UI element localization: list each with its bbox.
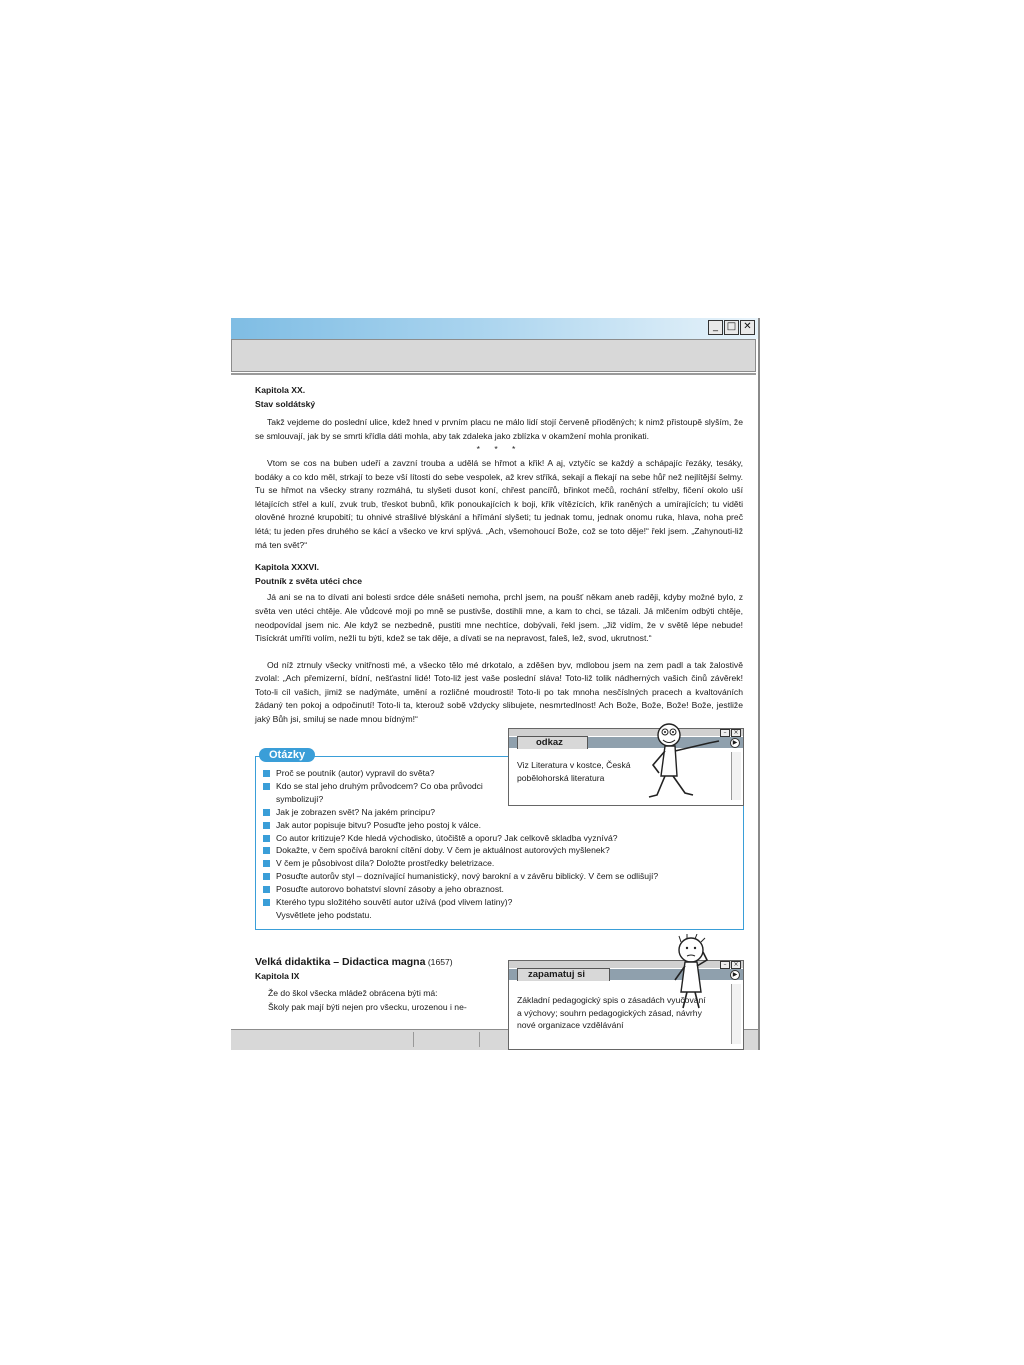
arrow-right-icon[interactable]: ▶ [730,970,740,980]
section-year: (1657) [427,957,453,967]
title-bar [231,318,758,339]
status-cell [413,1032,414,1047]
list-item: Proč se poutník (autor) vypravil do světa? [263,767,733,780]
list-item: Kterého typu složitého souvětí autor užívá (pod vlivem latiny)? Vysvětlete jeho podstatu. [263,896,536,922]
list-item: Kdo se stal jeho druhým průvodcem? Co oba průvodci symbolizují? [263,780,511,806]
minimize-icon[interactable]: – [720,729,730,737]
document-body [255,384,743,727]
minimize-icon[interactable]: – [720,961,730,969]
arrow-right-icon[interactable]: ▶ [730,738,740,748]
text-line: Že do škol všecka mládež obrácena býti má: [268,988,438,999]
odkaz-text: Viz Literatura v kostce, Česká pobělohorská literatura [517,760,631,783]
tab-zapamatuj-si[interactable]: zapamatuj si [517,968,610,981]
chapter-heading: Kapitola XXXVI. [255,562,319,573]
list-item: Jak autor popisuje bitvu? Posuďte jeho postoj k válce. [263,819,733,832]
close-icon[interactable]: ✕ [740,320,755,335]
section-divider-stars: * * * [476,444,522,455]
tab-odkaz[interactable]: odkaz [517,736,588,749]
remember-text: Základní pedagogický spis o zásadách vyučování a výchovy; souhrn pedagogických zásad, návrhy nové organizace vzdělávání [517,995,706,1030]
close-icon[interactable]: × [731,729,741,737]
toolbar [231,339,756,372]
close-icon[interactable]: × [731,961,741,969]
questions-label: Otázky [259,748,315,762]
section-didactica [255,956,500,1014]
minimize-icon[interactable]: _ [708,320,723,335]
list-item: Posuďte autorův styl – doznívající humanistický, nový barokní a v závěru biblický. V čem se odlišují? [263,870,733,883]
list-item: V čem je působivost díla? Doložte prostředky beletrizace. [263,857,733,870]
paragraph: Od níž ztrnuly všecky vnitřnosti mé, a všecko tělo mé drkotalo, a zděšen byv, mdlobou jsem na zem padl a tak žalostivě zvolal: „Ach přemizerní, bídní, nešťastní lidé! Toto-liž jest vaše poslední sláva! Toto-liž tolik nádherných vašich činů závěrek! Toto-li cíl vašich, jimiž se nadýmáte, umění a rozličné moudrosti! Toto-li po tak mnoha nesčíslných pracech a kvaltováních žádaný ten pokoj a odpočinutí! Toto-li ta, kterouž sobě vždycky slibujete, nesmrtedlnost! Ach Bože, Bože, Bože! Bože, jestliže jaký Bůh jsi, smiluj se nade mnou bídným!“ [255,659,743,725]
status-cell [479,1032,480,1047]
maximize-icon[interactable]: □ [724,320,739,335]
paragraph: Vtom se cos na buben udeří a zavzní trouba a udělá se hřmot a křik! A aj, vztyčíc se každý a schápajíc řezáky, tesáky, bodáky a co kdo měl, strkají to beze vší lítosti do sebe vespolek, až krev stříká, sekají a flekají na sebe hůř než nejlítější šelmy. Tu se hřmot na všecky strany rozmáhá, tu slyšeti dusot koní, chřest pancířů, břinkot mečů, rochání střelby, fičení okolo uší létajících střel a kulí, zvuk trub, třeskot bubnů, křik ponoukajících k boji, křik vítězících, křik raněných a umírajících; tu viděti olověné hrozné krupobití; tu ohnivé strašlivé blýskání a hřímání slyšeti; tu jednak tomu, jednak onomu ruka, hlava, noha preč létá; tu jeden přes druhého se kácí a všecko ve krvi splývá. „Ach, všemohoucí Bože, což se toto děje!“ řekl jsem. „Zahynouti-liž má ten svět?“ [255,457,743,550]
section-title: Velká didaktika – Didactica magna [255,956,426,968]
chapter-heading: Kapitola XX. [255,385,306,395]
cartoon-thinking-icon [659,934,729,1010]
scrollbar[interactable] [731,984,741,1044]
list-item: Co autor kritizuje? Kde hledá východisko, útočiště a oporu? Jak celkově skladba vyznívá? [263,832,733,845]
list-item: Jak je zobrazen svět? Na jakém principu? [263,806,733,819]
paragraph: Já ani se na to dívati ani bolesti srdce déle snášeti nemoha, prchl jsem, na poušť někam aneb raději, kdyby možné bylo, z světa ven utéci chtěje. Ale vůdcové moji po mně se pustivše, dostihli mne, a kam to chci, se tázali. Já mlčením odbýti chtěje, neodpovídal jsem nic. Ale když se nezbedně, pustiti mne nechtíce, dobývali, řekl jsem. „Již vidím, že v světě lépe nebude! Tisíckrát umříti volím, nežli tu býti, kdež se tak děje, a dívati se na nepravost, faleš, lež, svod, ukrutnost.“ [255,592,743,644]
text-line: Školy pak mají býti nejen pro všecku, urozenou i ne- [268,1001,467,1012]
paragraph: Takž vejdeme do poslední ulice, kdež hned v prvním placu ne málo lidí stojí červeně přioděných; k nimž přistoupě slyším, že se smlouvají, jak by se smrti křídla dáti mohla, aby tak zdaleka jako zblízka v okamžení mohla pronikati. [255,417,743,441]
window-controls [708,320,755,335]
chapter-title: Poutník z světa utéci chce [255,575,362,586]
list-item: Posuďte autorovo bohatství slovní zásoby a jeho obraznost. [263,883,733,896]
odkaz-panel [508,728,744,806]
list-item: Dokažte, v čem spočívá barokní cítění doby. V čem je aktuálnost autorových myšlenek? [263,844,733,857]
remember-panel [508,960,744,1050]
chapter-title: Stav soldátský [255,398,316,409]
cartoon-pointing-icon [639,721,734,805]
chapter-heading: Kapitola IX [255,970,300,981]
divider [231,373,756,375]
